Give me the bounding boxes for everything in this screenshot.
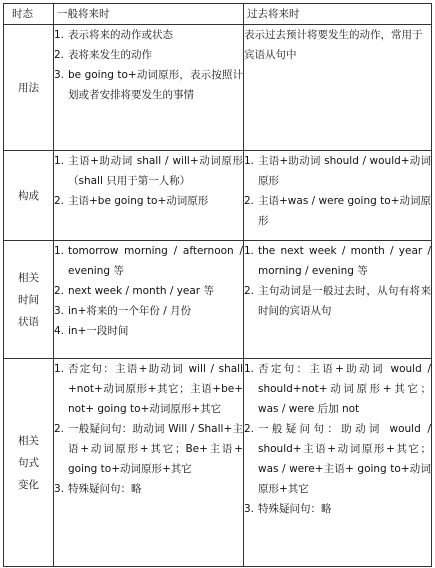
tense-comparison-table	[3, 3, 432, 567]
list-item: 3. in+将来的一个年份 / 月份	[54, 305, 192, 317]
list-item: 4. in+一段时间	[54, 325, 129, 337]
list-item: 2. 表将来发生的动作	[54, 49, 152, 61]
list-item: 2. 主句动词是一般过去时，从句有将来时间的宾语从句	[244, 285, 431, 317]
list-item: 1. 否定句：主语+助动词 will / shall +not+动词原形+其它；主语+be+ not+ going to+动词原形+其它	[54, 363, 243, 415]
sentence-label: 相关 句式 变化	[4, 359, 54, 567]
header-row	[4, 4, 432, 25]
usage-row	[4, 25, 432, 151]
sentence-row	[4, 359, 432, 567]
header-category: 时态	[4, 4, 54, 25]
list-item: 2. 主语+was / were going to+动词原形	[244, 195, 431, 227]
usage-past-future-text: 表示过去预计将要发生的动作，常用于宾语从句中	[244, 29, 423, 61]
list-item: 2. next week / month / year 等	[54, 285, 214, 297]
time-label: 相关 时间 状语	[4, 241, 54, 359]
form-row	[4, 151, 432, 241]
form-future-cell	[54, 151, 244, 241]
header-future: 一般将来时	[54, 4, 244, 25]
list-item: 3. 特殊疑问句：略	[54, 483, 142, 495]
form-past-future-cell	[244, 151, 432, 241]
usage-label: 用法	[4, 25, 54, 151]
list-item: 2. 一般疑问句：助动词 Will / Shall+主语+动词原形+其它；Be+主语+ going to+动词原形+其它	[54, 423, 243, 475]
time-past-future-cell	[244, 241, 432, 359]
list-item: 1. 否定句：主语+助动词 would / should+not+动词原形+其它； was / were 后加 not	[244, 363, 431, 415]
list-item: 1. 表示将来的动作或状态	[54, 29, 173, 41]
list-item: 2. 主语+be going to+动词原形	[54, 195, 209, 207]
list-item: 1. the next week / month / year / morning / evening 等	[244, 245, 431, 277]
list-item: 1. 主语+助动词 shall / will+动词原形（shall 只用于第一人称）	[54, 155, 243, 187]
time-row	[4, 241, 432, 359]
sentence-future-cell	[54, 359, 244, 567]
list-item: 1. 主语+助动词 should / would+动词原形	[244, 155, 431, 187]
form-label: 构成	[4, 151, 54, 241]
list-item: 3. be going to+动词原形，表示按照计划或者安排将要发生的事情	[54, 69, 243, 101]
list-item: 1. tomorrow morning / afternoon / evening 等	[54, 245, 243, 277]
usage-past-future-cell	[244, 25, 432, 151]
list-item: 2. 一般疑问句：助动词 would / should+主语+动词原形+其它；was / were+主语+ going to+动词原形+其它	[244, 423, 431, 495]
time-future-cell	[54, 241, 244, 359]
list-item: 3. 特殊疑问句：略	[244, 503, 332, 515]
usage-future-cell	[54, 25, 244, 151]
sentence-past-future-cell	[244, 359, 432, 567]
header-past-future: 过去将来时	[244, 4, 432, 25]
